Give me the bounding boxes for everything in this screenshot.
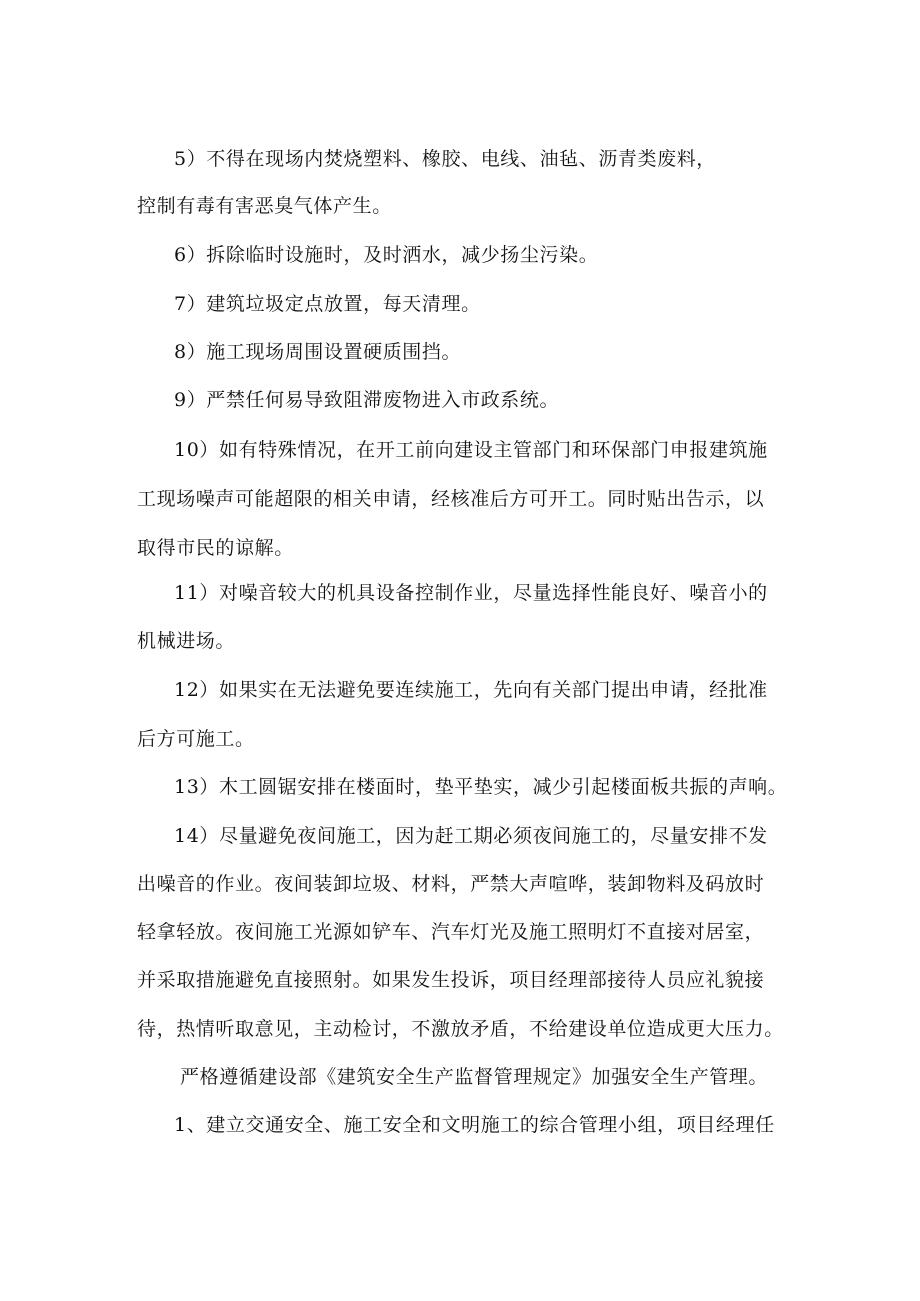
text-line: 13）木工圆锯安排在楼面时，垫平垫实，减少引起楼面板共振的声响。 <box>174 776 788 798</box>
text-line: 10）如有特殊情况，在开工前向建设主管部门和环保部门申报建筑施 <box>174 439 768 461</box>
text-line: 待，热情听取意见，主动检讨，不激放矛盾，不给建设单位造成更大压力。 <box>137 1018 784 1040</box>
text-line: 工现场噪声可能超限的相关申请，经核准后方可开工。同时贴出告示，以 <box>137 488 765 510</box>
text-line: 并采取措施避免直接照射。如果发生投诉，项目经理部接待人员应礼貌接 <box>137 969 765 991</box>
text-line: 6）拆除临时设施时，及时洒水，减少扬尘污染。 <box>174 244 599 266</box>
text-line: 出噪音的作业。夜间装卸垃圾、材料，严禁大声喧哗，装卸物料及码放时 <box>137 873 765 895</box>
text-line: 11）对噪音较大的机具设备控制作业，尽量选择性能良好、噪音小的 <box>174 582 768 604</box>
text-line: 1、建立交通安全、施工安全和文明施工的综合管理小组，项目经理任 <box>174 1114 775 1136</box>
text-line: 12）如果实在无法避免要连续施工，先向有关部门提出申请，经批准 <box>174 679 768 701</box>
text-line: 轻拿轻放。夜间施工光源如铲车、汽车灯光及施工照明灯不直接对居室， <box>137 921 765 943</box>
text-line: 9）严禁任何易导致阻滞废物进入市政系统。 <box>174 389 560 411</box>
text-line: 机械进场。 <box>137 630 236 652</box>
text-line: 后方可施工。 <box>137 728 255 750</box>
text-line: 7）建筑垃圾定点放置，每天清理。 <box>174 293 481 315</box>
text-line: 14）尽量避免夜间施工，因为赶工期必须夜间施工的，尽量安排不发 <box>174 825 768 847</box>
text-line: 控制有毒有害恶臭气体产生。 <box>137 195 392 217</box>
text-line: 8）施工现场周围设置硬质围挡。 <box>174 341 462 363</box>
text-line: 5）不得在现场内焚烧塑料、橡胶、电线、油毡、沥青类废料， <box>174 148 716 170</box>
text-line: 严格遵循建设部《建筑安全生产监督管理规定》加强安全生产管理。 <box>180 1066 769 1088</box>
text-line: 取得市民的谅解。 <box>137 537 294 559</box>
